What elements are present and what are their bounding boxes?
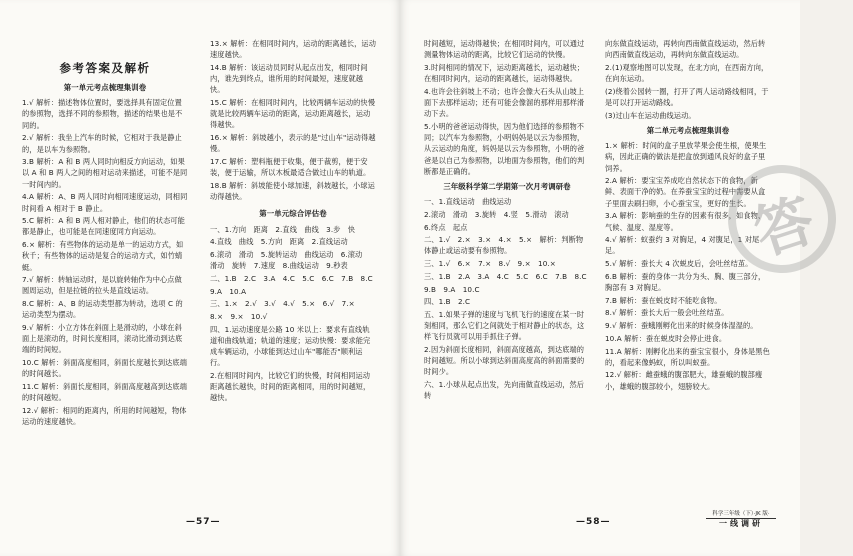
page-number-right: — 58 — <box>576 517 611 527</box>
answer-list-col3-bottom <box>424 196 590 401</box>
answer-line: 一、1.直线运动 曲线运动 <box>424 197 512 207</box>
answer-line: 2.(1)观察地图可以发现，在北方向，在西南方向，在向东运动。 <box>605 62 769 84</box>
answer-line: 11.C 解析：斜面长度相同，斜面高度越高到达底端的时间越短。 <box>22 382 187 403</box>
answer-list-col4-top <box>605 38 771 121</box>
answer-line: 二、1.B 2.C 3.A 4.C 5.C 6.C 7.B 8.C <box>210 273 373 283</box>
answer-line: 四、1.B 2.C <box>424 297 471 307</box>
answer-list-col2-top <box>210 38 376 202</box>
answer-line: 二、1.√ 2.× 3.× 4.× 5.× 解析：判断物体静止或运动要有参照物。 <box>424 235 584 256</box>
answer-list-col3-top <box>424 38 590 177</box>
answer-line: 三、1.× 2.√ 3.√ 4.√ 5.× 6.√ 7.× <box>210 299 355 309</box>
answer-line: 四、1.运动速度是公路 10 米以上：要求有直线轨道和曲线轨道；轨道的速度；运动快慢：要求能完成车辆运动，小球能到达过山车"哪能否"顺利运行。 <box>210 324 371 368</box>
answer-line: 2.A 解析：要宝宝养成吃自然状态下的食物，新鲜、表面干净的奶。在养蚕宝宝的过程中需要从盒子里面去刷扫卵，小心蚕宝宝，更好的生长。 <box>605 176 766 208</box>
section-heading-unit2-review: 第二单元考点梳理集训卷 <box>646 125 730 135</box>
left-page <box>0 0 400 556</box>
answer-line: 三、1.√ 6.× 7.× 8.√ 9.× 10.× <box>424 259 556 269</box>
answer-line: 3.B 解析：A 和 B 两人同时向相反方向运动，如果以 A 和 B 两人之间的相对运动来描述，可能不是同一时间内的。 <box>22 157 188 189</box>
answer-line: 17.C 解析：塑料瓶便于收集，便于裁剪，便于安装，便于运输，所以木板最适合做过山车的轨道。 <box>210 157 371 178</box>
answer-line: 六、1.小球从起点出发，先向南做直线运动，然后转 <box>424 380 585 401</box>
answer-line: 11.A 解析：刚孵化出来的蚕宝宝很小，身体是黑色的，看起来像蚂蚁，所以叫蚁蚕。 <box>605 346 770 367</box>
stamp-char: 答 <box>746 185 823 268</box>
answer-line: 15.C 解析：在相同时间内，比较两辆车运动的快慢就是比较两辆车运动的距离，运动距离越长，运动得越快。 <box>210 98 375 130</box>
answer-line: 5.√ 解析：蚕长大 4 次蜕皮后，会吐丝结茧。 <box>605 259 753 269</box>
answer-line: 3.A 解析：影响蚕的生存的因素有很多，如食物、气候、温度、湿度等。 <box>605 211 766 232</box>
brand-subtitle: 科学三年级（下）·JK 版· <box>712 511 770 517</box>
answer-line: 向东做直线运动，再转向西南做直线运动，然后转向西南做直线运动，再转向东做直线运动。 <box>605 39 766 60</box>
section-heading-month-test: 三年级科学第二学期第一次月考调研卷 <box>443 181 571 191</box>
answer-line: 4.A 解析：A、B 两人同时向相同速度运动，同相同时间看 A 相对于 B 静止。 <box>22 192 188 213</box>
answer-list-col2-bottom <box>210 224 376 404</box>
answer-line: 13.× 解析：在相同时间内，运动的距离越长，运动速度越快。 <box>210 39 376 60</box>
answer-line: 6.B 解析：蚕的身体一共分为头、胸、腹三部分，胸部有 3 对胸足。 <box>605 271 766 293</box>
answer-line: (3)过山车在运动曲线运动。 <box>605 110 696 120</box>
answer-line: 1.√ 解析：描述物体位置时，要选择具有固定位置的参照物，选择不同的参照物，描述的结果也是不同的。 <box>22 98 183 130</box>
answer-line: 6.滚动 滑动 5.旋转运动 曲线运动 6.滚动 滑动 旋转 7.速度 8.曲线运动 9.秒表 <box>210 249 370 271</box>
answer-title: 参考答案及解析 <box>59 61 151 75</box>
answer-line: 4.也许会往斜坡上不动；也许会像大石头从山坡上面下去那样运动；还有可能会像溜的那样用那样滑动下去。 <box>424 86 585 119</box>
left-column-2 <box>210 38 376 405</box>
answer-line: 4.√ 解析：蚁蚕约 3 对胸足，4 对腹足，1 对尾足。 <box>605 235 760 256</box>
left-column-1 <box>22 38 188 429</box>
answer-line: 8.√ 解析：蚕长大后一般会吐丝结茧。 <box>605 308 729 318</box>
answer-line: 时间越短，运动得越快；在相同时间内，可以通过测量物体运动的距离，比较它们运动的快慢。 <box>424 39 585 60</box>
answer-line: 10.C 解析：斜面高度相同，斜面长度越长到达底端的时间越长。 <box>22 358 187 379</box>
answer-line: 7.B 解析：蚕在蜕皮时不能吃食物。 <box>605 295 722 305</box>
answer-line: 10.A 解析：蚕在蜕皮时会停止进食。 <box>605 333 727 343</box>
answer-line: 8.C 解析：A、B 的运动类型都为转动，选项 C 的运动类型为摆动。 <box>22 299 183 320</box>
answer-line: 9.A 10.A <box>210 286 247 296</box>
answer-line: (2)绕着公园转一圈，打开了两人运动路线相同，于是可以打开运动路线。 <box>605 86 769 108</box>
answer-line: 3.时间相同的情况下，运动距离越长，运动越快；在相同时间内，运动的距离越长，运动得越快。 <box>424 62 585 84</box>
answer-line: 7.√ 解析：转轴运动时，是以旋转轴作为中心点做圆周运动，但是拉链的拉头是直线运动。 <box>22 275 182 296</box>
answer-line: 9.√ 解析：蚕蛾刚孵化出来的时候身体湿湿的。 <box>605 321 758 331</box>
brand-name: 一线调研 <box>706 518 776 528</box>
answer-line: 16.× 解析：斜坡越小，表示的是"过山车"运动得越慢。 <box>210 133 376 154</box>
answer-line: 2.√ 解析：我坐上汽车的时候，它相对于我是静止的，是以车为参照物。 <box>22 133 182 154</box>
answer-line: 5.C 解析：A 和 B 两人相对静止，他们的状态可能都是静止，也可能是在同速度同方向运动。 <box>22 216 185 237</box>
answer-line: 三、1.B 2.A 3.A 4.C 5.C 6.C 7.B 8.C <box>424 271 587 281</box>
footer-brand <box>706 510 776 528</box>
answer-line: 9.√ 解析：小立方体在斜面上是滑动的，小球在斜面上是滚动的，时间长度相同，滚动比滑动到达底端的时间短。 <box>22 323 183 355</box>
section-heading-unit1-assessment: 第一单元综合评估卷 <box>259 209 327 219</box>
page-number-left: — 57 — <box>186 517 221 527</box>
answer-line: 8.× 9.× 10.√ <box>210 311 268 321</box>
right-page <box>400 0 800 556</box>
answer-line: 2.滚动 滑动 3.旋转 4.竖 5.滑动 滚动 <box>424 209 569 219</box>
answer-line: 五、1.如果子弹的速度与飞机飞行的速度在某一时刻相同，那么它们之间就处于相对静止的状态，这样飞行员就可以用手抓住子弹。 <box>424 309 585 342</box>
answer-line: 6.× 解析：有些物体的运动是单一的运动方式，如秋千；有些物体的运动是复合的运动方式，如竹蜻蜓。 <box>22 240 184 272</box>
answer-line: 5.小明的爸爸运动得快，因为他们选择的参照物不同；以汽车为参照物，小明妈妈是以云为参照物，从云运动的角度，妈妈是以云为参照物，小明的爸爸是以自己为参照物，以地面为参照物，他们的判断都是正确的。 <box>424 121 585 176</box>
answer-line: 9.B 9.A 10.C <box>424 284 480 294</box>
answer-line: 14.B 解析：该运动员同时从起点出发，相同时间内，谁先到终点，谁所用的时间最短，速度就越快。 <box>210 62 368 95</box>
answer-line: 18.B 解析：斜坡能使小球加速，斜坡越长，小球运动得越快。 <box>210 180 375 202</box>
answer-line: 12.√ 解析：相同的距离内，所用的时间越短，物体运动的速度越快。 <box>22 405 187 427</box>
answer-list-col1 <box>22 97 188 427</box>
answer-line: 4.直线 曲线 5.方向 距离 2.直线运动 <box>210 237 348 247</box>
answer-line: 12.√ 解析：雌蚕蛾的腹部肥大，雄蚕蛾的腹部瘦小，雄蛾的腹部较小，翅膀较大。 <box>605 370 763 391</box>
answer-line: 一、1.方向 距离 2.直线 曲线 3.步 快 <box>210 224 356 234</box>
answer-line: 2.在相同时间内，比较它们的快慢，时间相同运动距离越长越快，时间的距离相同，用的时间越短，越快。 <box>210 370 371 403</box>
right-column-3 <box>424 38 590 403</box>
answer-line: 1.× 解析：时间的盒子里放苹果会使生根，使果生病，因此正确的做法是把盒放到通风良好的盒子里饲养。 <box>605 141 767 173</box>
answer-line: 2.因为斜面长度相同，斜面高度越高，到达底端的时间越短。所以小球到达斜面高度高的斜面需要的时间少。 <box>424 345 585 377</box>
answer-line: 6.终点 起点 <box>424 222 468 232</box>
section-heading-unit1-review: 第一单元考点梳理集训卷 <box>63 83 147 92</box>
